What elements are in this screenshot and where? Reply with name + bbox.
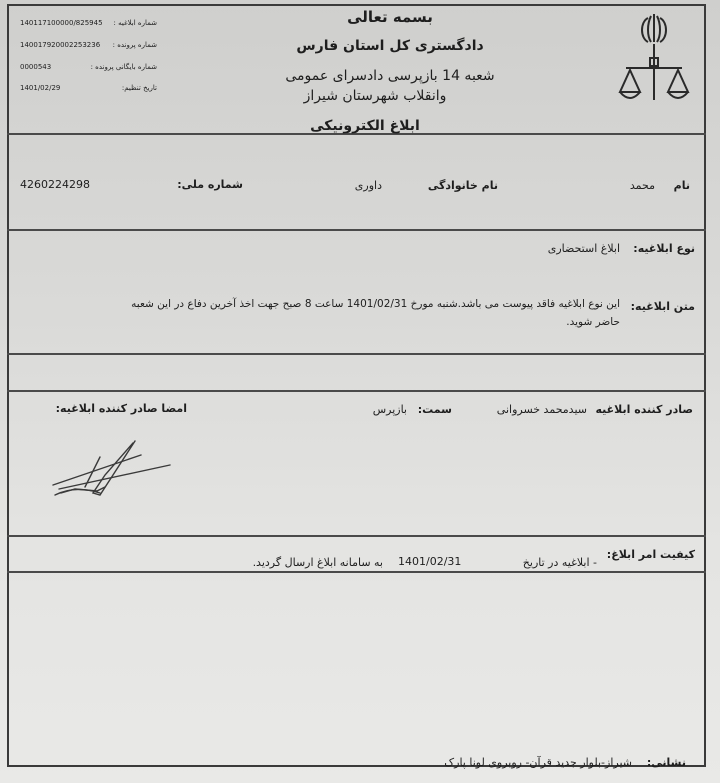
issuer-role-label: سمت: <box>417 403 452 416</box>
notice-type-value: ابلاغ استحضاری <box>547 242 620 255</box>
document-title: ابلاغ الکترونیکی <box>310 118 420 134</box>
divider-person <box>7 229 706 231</box>
address-value: شیراز-بلوار جدید قرآن- روبروی لونا پارک <box>444 756 632 769</box>
branch-line-1: شعبه 14 بازپرسی دادسرای عمومی <box>285 68 495 84</box>
handwritten-signature-icon <box>45 435 185 505</box>
ref-label-notice-number: شماره ابلاغیه : <box>113 19 157 27</box>
delivery-suffix: به سامانه ابلاغ ارسال گردید. <box>252 556 383 569</box>
ref-value-case-number: 140017920002253236 <box>20 41 101 49</box>
delivery-label: کیفیت امر ابلاغ: <box>606 548 695 561</box>
first-name-value: محمد <box>629 179 655 192</box>
last-name-value: داوری <box>354 179 382 192</box>
divider-notice <box>7 353 706 355</box>
branch-line-2: وانقلاب شهرستان شیراز <box>303 88 447 104</box>
national-id-label: شماره ملی: <box>177 178 243 191</box>
ref-value-archive-number: 0000543 <box>20 63 52 71</box>
first-name-label: نام <box>673 179 690 192</box>
judiciary-emblem-icon <box>618 12 690 100</box>
delivery-date: 1401/02/31 <box>398 555 462 568</box>
ref-label-issue-date: تاریخ تنظیم: <box>121 84 157 92</box>
signature-label: امضا صادر کننده ابلاغیه: <box>55 402 187 415</box>
notice-type-label: نوع ابلاغیه: <box>633 242 695 255</box>
ref-value-notice-number: 140117100000/825945 <box>20 19 103 27</box>
issuer-name: سیدمحمد خسروانی <box>496 403 587 416</box>
org-name: دادگستری کل استان فارس <box>296 38 484 54</box>
bismillah-heading: بسمه تعالی <box>347 8 433 26</box>
notice-text-line-2: حاضر شوید. <box>566 316 620 328</box>
address-label: نشانی: <box>646 756 686 769</box>
delivery-prefix: - ابلاغیه در تاریخ <box>522 556 597 569</box>
national-id-value: 4260224298 <box>20 178 90 191</box>
divider-issuer <box>7 535 706 537</box>
divider-blank <box>7 390 706 392</box>
notice-text-label: متن ابلاغیه: <box>630 300 695 313</box>
ref-value-issue-date: 1401/02/29 <box>20 84 61 92</box>
issuer-role-value: بازپرس <box>372 403 407 416</box>
notice-text-line-1: این نوع ابلاغیه فاقد پیوست می باشد.شنبه مورخ 1401/02/31 ساعت 8 صبح جهت اخذ آخرین دفاع در این شعبه <box>131 298 620 310</box>
ref-label-case-number: شماره پرونده : <box>112 41 157 49</box>
divider-delivery <box>7 571 706 573</box>
issuer-label: صادر کننده ابلاغیه <box>595 403 693 416</box>
last-name-label: نام خانوادگی <box>427 179 498 192</box>
ref-label-archive-number: شماره بایگانی پرونده : <box>90 63 157 71</box>
